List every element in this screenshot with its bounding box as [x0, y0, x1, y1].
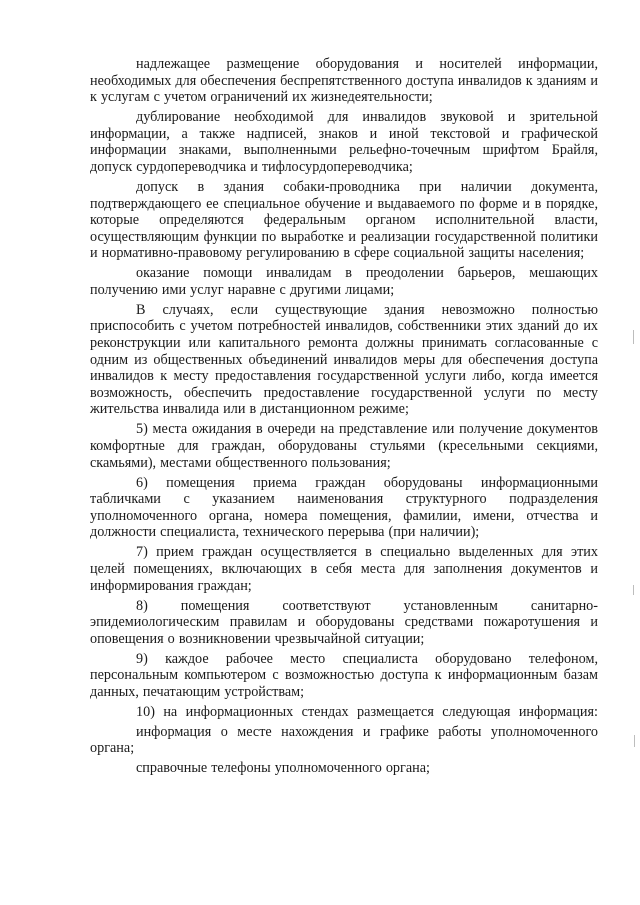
document-body [90, 56, 598, 780]
paragraph: 6) помещения приема граждан оборудованы информационными табличками с указанием наименования структурного подразделения уполномоченного органа, номера помещения, фамилии, имени, отчества и должности специалиста, технического перерыва (при наличии); [90, 474, 598, 541]
paragraph: информация о месте нахождения и графике работы уполномоченного органа; [90, 723, 598, 757]
paragraph: надлежащее размещение оборудования и носителей информации, необходимых для обеспечения беспрепятственного доступа инвалидов к зданиям и к услугам с учетом ограничений их жизнедеятельности; [90, 56, 598, 106]
paragraph: 5) места ожидания в очереди на представление или получение документов комфортные для граждан, оборудованы стульями (кресельными секциями, скамьями), местами общественного пользования; [90, 421, 598, 471]
paragraph: 10) на информационных стендах размещается следующая информация: [136, 703, 598, 720]
paragraph: 9) каждое рабочее место специалиста оборудовано телефоном, персональным компьютером с возможностью доступа к информационным базам данных, печатающим устройствам; [90, 650, 598, 700]
paragraph: оказание помощи инвалидам в преодолении барьеров, мешающих получению ими услуг наравне с другими лицами; [90, 265, 598, 298]
scan-edge-mark [633, 330, 634, 344]
scan-edge-mark [633, 585, 634, 595]
paragraph: допуск в здания собаки-проводника при наличии документа, подтверждающего ее специальное обучение и выдаваемого по форме и в порядке, которые определяются федеральным органом исполнительной власти, осуществляющим функции по выработке и реализации государственной политики и нормативно-правовому регулированию в сфере социальной защиты населения; [90, 178, 598, 262]
paragraph: В случаях, если существующие здания невозможно полностью приспособить с учетом потребностей инвалидов, собственники этих зданий до их реконструкции или капитального ремонта должны принимать согласованные с одним из общественных объединений инвалидов меры для обеспечения доступа инвалидов к месту предоставления государственной услуги либо, когда имеется возможность, обеспечить предоставление государственной услуги по месту жительства инвалида или в дистанционном режиме; [90, 301, 598, 418]
paragraph: 8) помещения соответствуют установленным санитарно-эпидемиологическим правилам и оборудованы средствами пожаротушения и оповещения о возникновении чрезвычайной ситуации; [90, 597, 598, 647]
paragraph: дублирование необходимой для инвалидов звуковой и зрительной информации, а также надписей, знаков и иной текстовой и графической информации знаками, выполненными рельефно-точечным шрифтом Брайля, допуск сурдопереводчика и тифлосурдопереводчика; [90, 109, 598, 175]
scan-edge-mark [634, 735, 635, 747]
paragraph: 7) прием граждан осуществляется в специально выделенных для этих целей помещениях, включающих в себя места для заполнения документов и информирования граждан; [90, 544, 598, 594]
paragraph: справочные телефоны уполномоченного органа; [136, 760, 430, 777]
